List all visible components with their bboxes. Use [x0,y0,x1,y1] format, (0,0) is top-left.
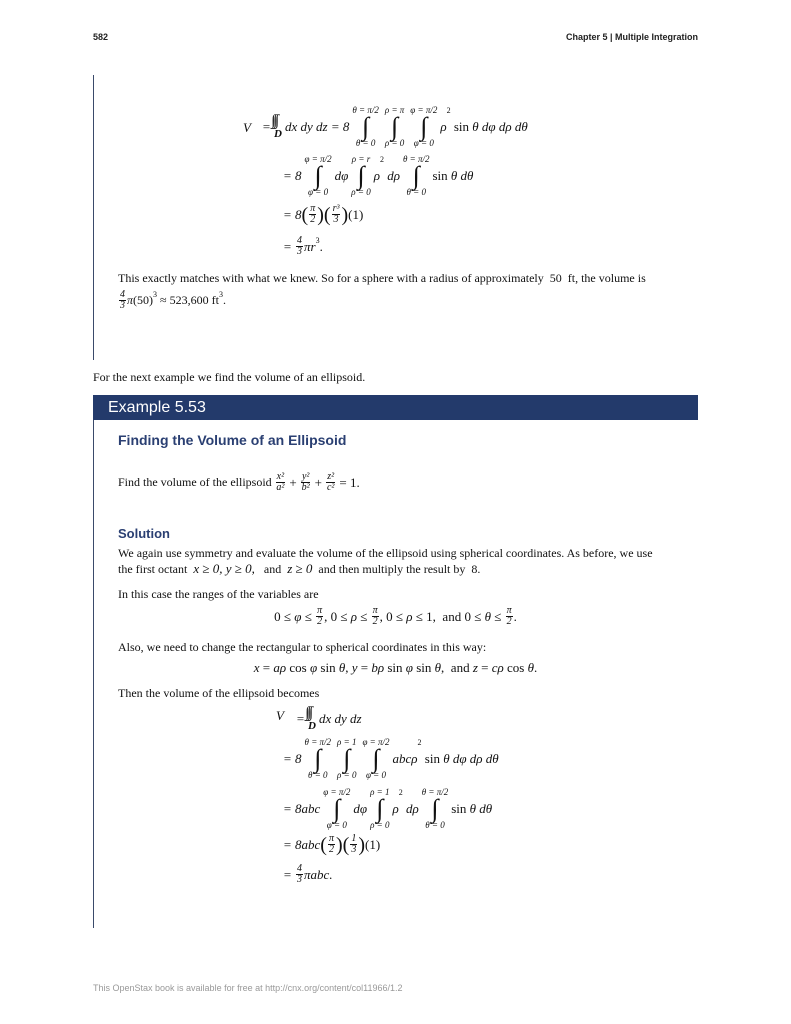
math-text: . [222,293,226,307]
math-text: cos [286,660,310,675]
math-text: x [253,660,260,675]
math-text: dx dy dz [318,711,362,726]
math-text: = 1. [336,474,360,490]
superscript: 2 [379,155,384,164]
lower-limit: θ = 0 [406,187,426,197]
integral-sign-icon: ∫ [362,112,370,141]
denominator: b² [301,482,310,493]
integral-sign-icon: ∫ [343,744,351,773]
fraction [372,606,379,627]
math-text: = 8 [283,168,302,183]
math-text: = [357,660,372,675]
math-text: , 0 ≤ [324,608,351,624]
math-text: ρ [406,608,413,624]
ellipsoid-eq-row [283,834,380,855]
denominator: c² [326,482,335,493]
numerator: z² [327,471,335,482]
math-text: sin [421,751,444,766]
fraction [326,472,335,493]
math-text: aρ [273,660,287,675]
upper-limit: θ = π/2 [421,787,449,797]
superscript: 3 [315,236,320,245]
math-text: = 8 [283,206,302,222]
octant-math: z ≥ 0 [287,561,313,576]
math-text: cρ [491,660,504,675]
math-text: , 0 ≤ [379,608,407,624]
region-label: D [308,720,316,732]
math-text: sin [432,168,451,183]
para1-line2 [118,561,480,577]
math-text: ≤ [357,608,371,624]
upper-limit: ρ = r [351,154,371,164]
ellipsoid-eq-row [283,738,499,780]
upper-limit: ρ = 1 [337,737,357,747]
paren-close: ) [341,203,349,226]
integral-sign-icon: ∫ [314,744,322,773]
numerator: r³ [332,203,340,214]
math-text: sin [412,660,435,675]
math-text: + [286,474,300,490]
math-text: sin [450,119,473,134]
math-text: . [533,660,538,675]
example-header [93,395,698,420]
math-text: , and [441,660,473,675]
radius-value: 50 [549,271,562,285]
integral-sign-icon: ∫ [431,794,439,823]
superscript: 2 [398,788,403,797]
math-text: ρ [440,119,447,134]
lower-limit: ρ = 0 [351,187,371,197]
denominator: 2 [317,616,323,627]
fraction [506,606,513,627]
integral [370,788,389,830]
numerator: 4 [297,863,303,874]
solution-heading: Solution [118,526,170,541]
math-text: θ [338,660,346,675]
variable-ranges [0,606,791,627]
lower-limit: φ = 0 [365,770,387,780]
para2: In this case the ranges of the variables are [118,587,319,601]
footer-text: This OpenStax book is available for free at http://cnx.org/content/col11966/1.2 [93,983,403,993]
integral [305,738,332,780]
sphere-eq-row [283,155,473,197]
fraction [332,204,341,225]
numerator: π [310,203,316,214]
math-text: φ [405,660,413,675]
numerator: π [506,605,512,616]
paren-close: ) [317,203,324,226]
text: and then multiply the result by [318,562,466,576]
sphere-eq-row [283,236,323,257]
math-text: cos [503,660,528,675]
math-text: ≤ [301,608,316,624]
integral [323,788,350,830]
upper-limit: φ = π/2 [323,787,351,797]
math-text: θ [527,660,534,675]
math-text: θ [484,608,491,624]
integral [385,106,404,148]
integral [403,155,430,197]
text: ft, the volume is [567,271,646,285]
math-text: θ dθ [450,168,474,183]
math-text: ρ [392,801,399,816]
integral [410,106,437,148]
text: and [263,562,282,576]
integral-sign-icon: ∫ [357,161,365,190]
superscript: 2 [446,106,451,115]
denominator: 3 [120,300,125,311]
paren-open: ( [320,833,327,856]
math-text: . [319,238,323,254]
text: the first octant [118,562,188,576]
upper-limit: θ = π/2 [304,737,332,747]
lower-limit: θ = 0 [355,138,376,148]
math-text: dρ [383,168,400,183]
example-label: Example 5.53 [108,399,206,416]
ellipsoid-equation [275,472,360,493]
math-text: dφ [353,801,368,816]
para4: Then the volume of the ellipsoid becomes [118,686,320,700]
math-text: . [513,608,517,624]
upper-limit: φ = π/2 [304,154,332,164]
integral [422,788,449,830]
lower-limit: ρ = 0 [384,138,405,148]
math-text: = [259,660,274,675]
upper-limit: ρ = π [384,105,405,115]
math-text: = [283,866,296,882]
text: This exactly matches with what we knew. So for a sphere with a radius of approximately [118,271,544,285]
denominator: 2 [328,844,334,855]
upper-limit: θ = π/2 [402,154,430,164]
integral-sign-icon: ∫ [420,112,428,141]
denominator: 3 [297,874,303,885]
lower-limit: ρ = 0 [370,820,390,830]
math-text: πr [304,238,316,254]
triple-integral-sign-icon [275,114,281,129]
denominator: 2 [372,616,378,627]
math-text: z [472,660,478,675]
math-text: , [345,660,352,675]
numerator: y² [301,471,310,482]
sphere-eq-row [283,204,363,225]
triple-integral-sign-icon [309,706,315,721]
numerator: π [328,833,334,844]
page-number: 582 [93,32,109,42]
fraction [328,834,335,855]
fraction [296,236,303,257]
math-text: (50) [133,293,154,307]
math-text: = 8abc [283,801,321,816]
math-text: sin [451,801,470,816]
integral [305,155,332,197]
math-text: = 8 [283,751,302,766]
math-text: φ [294,608,302,624]
numerator: 1 [351,833,357,844]
transition-text: For the next example we find the volume of an ellipsoid. [93,370,366,384]
math-text: ρ [373,168,380,183]
upper-limit: θ = π/2 [352,105,379,115]
note-left-border [93,75,94,360]
lower-limit: θ = 0 [308,770,328,780]
lower-limit: ρ = 0 [337,770,357,780]
math-text: + [311,474,326,490]
math-text: θ [434,660,442,675]
math-text: = [262,119,275,134]
denominator: 3 [351,844,357,855]
triple-integral [308,706,316,732]
para3: Also, we need to change the rectangular to spherical coordinates in this way: [118,640,487,654]
example-title: Finding the Volume of an Ellipsoid [118,432,347,448]
numerator: π [372,605,378,616]
math-text: sin [384,660,406,675]
integral-sign-icon: ∫ [314,161,322,190]
problem-statement [118,472,360,493]
math-text: = [477,660,492,675]
sphere-eq-row [262,106,528,148]
fraction [119,290,126,311]
superscript: 3 [153,290,158,299]
integral-sign-icon: ∫ [391,112,399,141]
math-text: dφ [334,168,349,183]
integral-sign-icon: ∫ [376,794,384,823]
math-text: π [127,293,134,307]
fraction [296,864,303,885]
paren-open: ( [323,203,331,226]
math-text: sin [317,660,339,675]
math-text: y [351,660,358,675]
denominator: 2 [310,214,316,225]
math-text: 0 ≤ [274,608,295,624]
ellipsoid-eq-row [283,864,333,885]
integral [337,738,356,780]
octant-math: x ≥ 0, y ≥ 0, [193,561,255,576]
math-text: θ dφ dρ dθ [443,751,499,766]
paren-open: ( [342,833,350,856]
math-text: ρ [350,608,357,624]
chapter-title: Chapter 5 | Multiple Integration [565,32,698,42]
math-text: abcρ [392,751,418,766]
sphere-volume-result [118,290,226,311]
superscript: 2 [417,738,422,747]
lower-limit: φ = 0 [326,820,347,830]
problem-text: Find the volume of the ellipsoid [118,475,272,489]
numerator: x² [276,471,285,482]
fraction [309,204,316,225]
ellipsoid-eq-row [296,706,362,732]
lower-limit: φ = 0 [413,138,434,148]
integral [352,106,379,148]
factor: 8. [471,562,481,576]
math-text: ≤ [490,608,505,624]
denominator: 2 [506,616,512,627]
upper-limit: φ = π/2 [410,105,438,115]
triple-integral [274,114,282,140]
math-text: θ dθ [469,801,493,816]
paren-close: ) [358,833,365,856]
fraction [350,834,357,855]
fraction [301,472,310,493]
math-text: φ [309,660,318,675]
math-text: dρ [402,801,419,816]
sphere-eq-lhs: V [243,120,251,135]
lower-limit: θ = 0 [425,820,445,830]
math-text: bρ [371,660,385,675]
math-text: (1) [365,836,381,852]
math-text: πabc. [304,866,333,882]
denominator: a² [276,482,285,493]
upper-limit: φ = π/2 [362,737,390,747]
math-text: = [296,711,309,726]
integral-sign-icon: ∫ [412,161,420,190]
region-label: D [274,128,282,140]
denominator: 3 [297,246,303,257]
sphere-conclusion-line1 [118,270,646,286]
math-text: (1) [348,206,364,222]
math-text: ≤ 1, and 0 ≤ [412,608,485,624]
math-text: θ dφ dρ dθ [472,119,528,134]
math-text: = 8abc [283,836,321,852]
fraction [276,472,285,493]
integral-sign-icon: ∫ [333,794,341,823]
superscript: 3 [218,290,223,299]
fraction [316,606,323,627]
math-text: dx dy dz = 8 [284,119,350,134]
coordinate-transform [0,660,791,676]
numerator: 4 [297,235,303,246]
paren-close: ) [335,833,343,856]
lower-limit: φ = 0 [308,187,329,197]
upper-limit: ρ = 1 [370,787,390,797]
integral-sign-icon: ∫ [372,744,380,773]
integral [362,738,389,780]
math-text: ≈ 523,600 ft [157,293,219,307]
math-text: = [283,238,296,254]
integral [351,155,370,197]
paren-open: ( [301,203,309,226]
numerator: 4 [120,289,125,300]
denominator: 3 [333,214,339,225]
para1-line1: We again use symmetry and evaluate the volume of the ellipsoid using spherical coordinates. As before, we use [118,546,653,560]
ellipsoid-eq-lhs: V [276,708,284,723]
ellipsoid-eq-row [283,788,492,830]
numerator: π [317,605,323,616]
